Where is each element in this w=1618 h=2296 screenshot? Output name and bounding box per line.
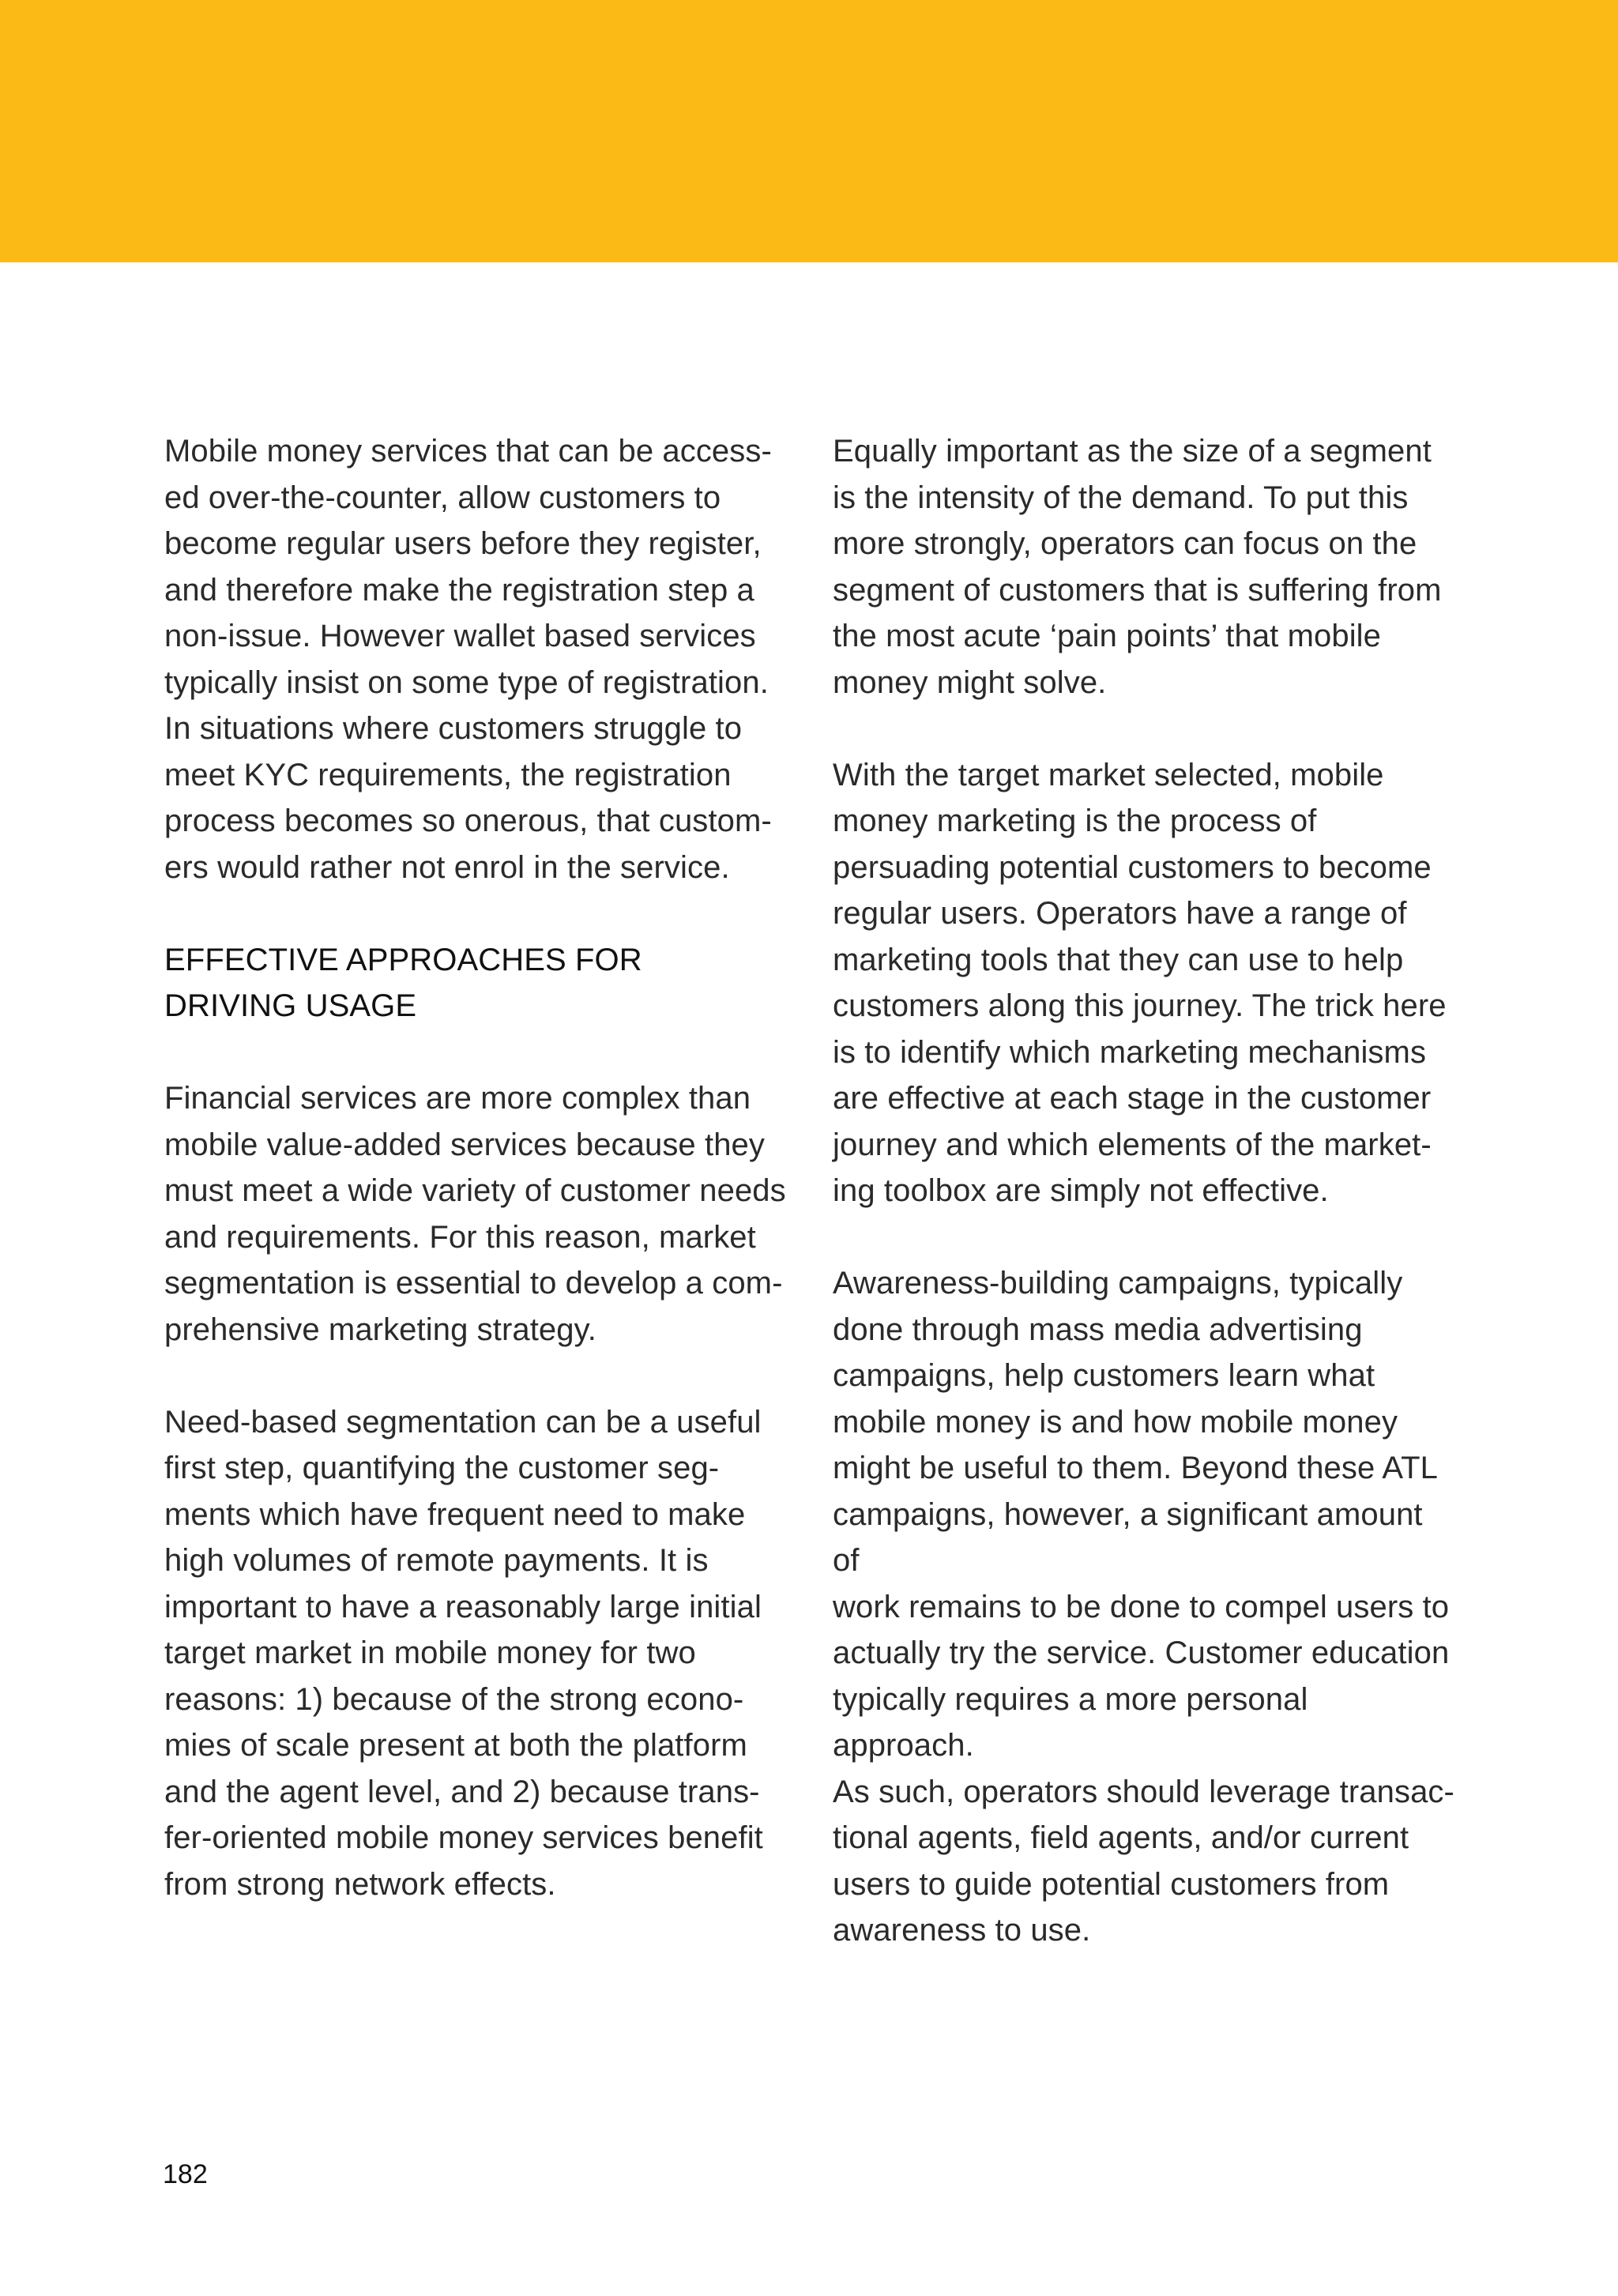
segmentation-paragraph: Financial services are more complex than mobile value-added services because they must meet a wide variety of customer needs and requirements. For this reason, market segmentation is essential to develop a com- prehensive marketing strategy. xyxy=(164,1081,786,1347)
left-column xyxy=(164,428,796,1954)
intro-paragraph: Mobile money services that can be access- ed over-the-counter, allow customers to become regular users before they register, and therefore make the registration step a non-issue. However wallet based services typically insist on some type of registration. In situations where customers struggle to meet KYC requirements, the registration process becomes so onerous, that custom- ers would rather not enrol in the service. xyxy=(164,434,772,885)
need-based-paragraph: Need-based segmentation can be a useful first step, quantifying the customer seg- ments which have frequent need to make high volumes of remote payments. It is important to have a reasonably large initial target market in mobile money for two reasons: 1) because of the strong econo- mies of scale present at both the platform and the agent level, and 2) because trans- fer-oriented mobile money services benefit from strong network effects. xyxy=(164,1404,763,1902)
page-number: 182 xyxy=(163,2159,208,2189)
section-heading: EFFECTIVE APPROACHES FOR DRIVING USAGE xyxy=(164,942,642,1023)
awareness-paragraph: Awareness-building campaigns, typically done through mass media advertising campaigns, help customers learn what mobile money is and how mobile money might be useful to them. Beyond these ATL campaigns, however, a significant amount of work remains to be done to compel users to actually try the service. Customer education typically requires a more personal approach. As such, operators should leverage transac- tional agents, field agents, and/or current users to guide potential customers from awareness to use. xyxy=(833,1266,1454,1948)
demand-intensity-paragraph: Equally important as the size of a segment is the intensity of the demand. To put this more strongly, operators can focus on the segment of customers that is suffering from the most acute ‘pain points’ that mobile money might solve. xyxy=(833,434,1442,700)
marketing-paragraph: With the target market selected, mobile money marketing is the process of persuading potential customers to become regular users. Operators have a range of marketing tools that they can use to help customers along this journey. The trick here is to identify which marketing mechanisms are effective at each stage in the customer journey and which elements of the market- ing toolbox are simply not effective. xyxy=(833,757,1447,1208)
header-color-band xyxy=(0,0,1618,262)
right-column xyxy=(833,428,1457,2000)
